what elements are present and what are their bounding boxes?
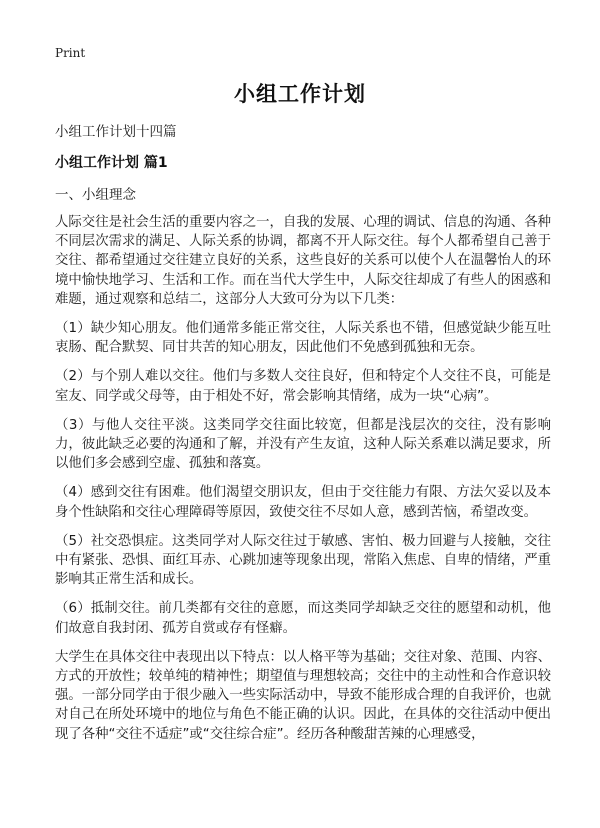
- sub-heading: 一、小组理念: [55, 187, 136, 203]
- paragraph-item-6: （6）抵制交往。前几类都有交往的意愿，而这类同学却缺乏交往的愿望和动机，他们故意自我封闭、孤芳自赏或存有怪癖。: [55, 601, 551, 636]
- page-title: 小组工作计划: [234, 82, 366, 106]
- paragraph-item-3: （3）与他人交往平淡。这类同学交往面比较宽，但都是浅层次的交往，没有影响力，彼此缺乏必要的沟通和了解，并没有产生友谊，这种人际关系难以满足要求，所以他们多会感到空虚、孤独和落寞。: [55, 417, 551, 472]
- paragraph-item-1: （1）缺少知心朋友。他们通常多能正常交往，人际关系也不错，但感觉缺少能互吐衷肠、配合默契、同甘共苦的知心朋友，因此他们不免感到孤独和无奈。: [55, 321, 551, 356]
- section-heading: 小组工作计划 篇1: [55, 155, 168, 171]
- paragraph-item-4: （4）感到交往有困难。他们渴望交朋识友，但由于交往能力有限、方法欠妥以及本身个性缺陷和交往心理障碍等原因，致使交往不尽如人意，感到苦恼，希望改变。: [55, 485, 551, 520]
- print-link[interactable]: Print: [55, 46, 86, 60]
- paragraph-item-2: （2）与个别人难以交往。他们与多数人交往良好，但和特定个人交往不良，可能是室友、同学或父母等，由于相处不好，常会影响其情绪，成为一块“心病”。: [55, 369, 551, 404]
- document-subtitle: 小组工作计划十四篇: [55, 124, 177, 140]
- document-body: [55, 213, 551, 754]
- paragraph-intro: 人际交往是社会生活的重要内容之一，自我的发展、心理的调试、信息的沟通、各种不同层次需求的满足、人际关系的协调，都离不开人际交往。每个人都希望自己善于交往、都希望通过交往建立良好的关系，这些良好的关系可以使个人在温馨怡人的环境中愉快地学习、生活和工作。而在当代大学生中，人际交往却成了有些人的困惑和难题，通过观察和总结二，这部分人大致可分为以下几类：: [55, 215, 551, 307]
- paragraph-item-5: （5）社交恐惧症。这类同学对人际交往过于敏感、害怕、极力回避与人接触，交往中有紧张、恐惧、面红耳赤、心跳加速等现象出现，常陷入焦虑、自卑的情绪，严重影响其正常生活和成长。: [55, 533, 551, 588]
- paragraph-summary: 大学生在具体交往中表现出以下特点：以人格平等为基础；交往对象、范围、内容、方式的开放性；较单纯的精神性；期望值与理想较高；交往中的主动性和合作意识较强。一部分同学由于很少融入一些实际活动中，导致不能形成合理的自我评价，也就对自己在所处环境中的地位与角色不能正确的认识。因此，在具体的交往活动中便出现了各种“交往不适症”或“交往综合症”。经历各种酸甜苦辣的心理感受，: [55, 649, 551, 742]
